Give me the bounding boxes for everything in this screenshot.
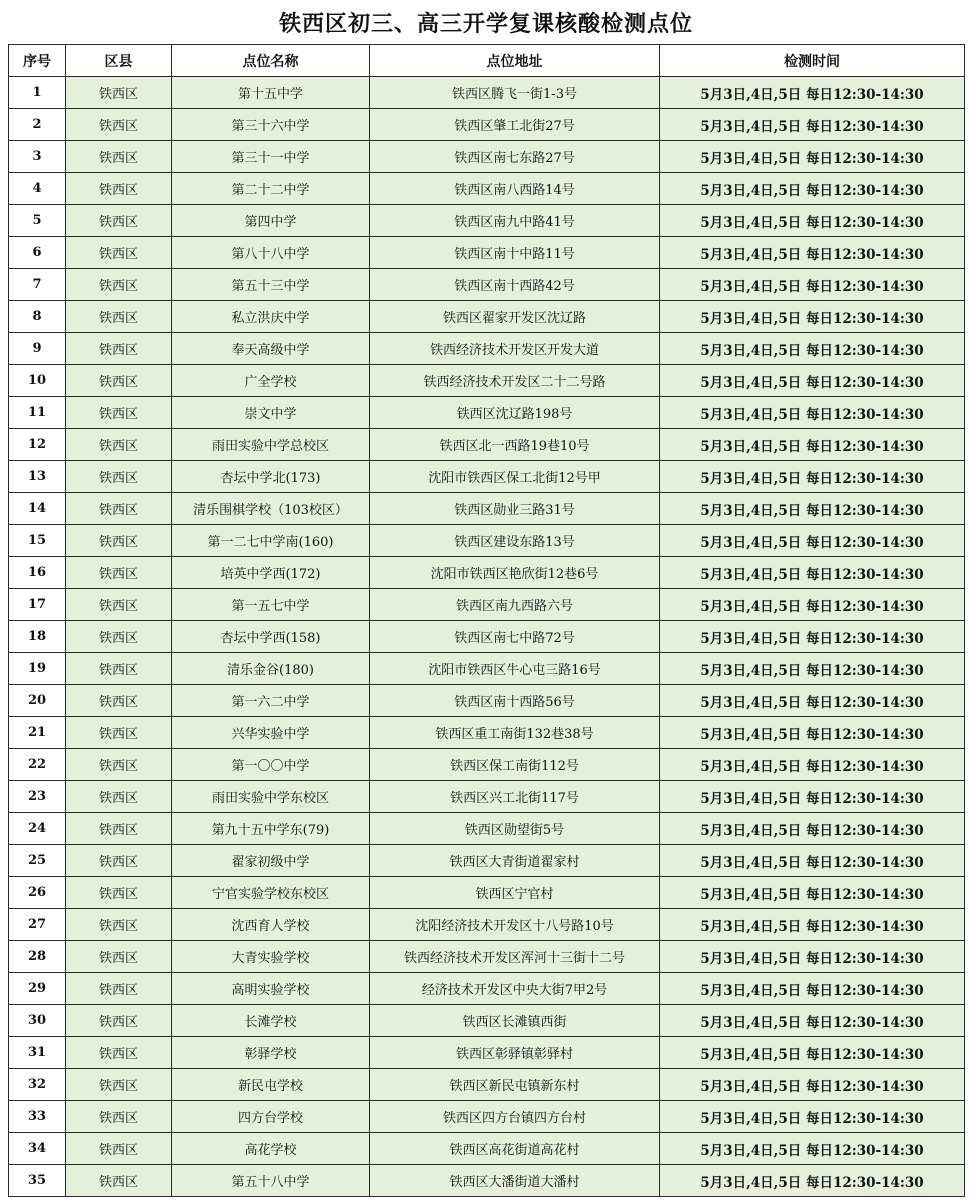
- cell-site-address: 铁西区肇工北街27号: [370, 109, 660, 141]
- cell-test-time: 5月3日,4日,5日 每日12:30-14:30: [660, 493, 965, 525]
- cell-site-name: 崇文中学: [172, 397, 370, 429]
- cell-district: 铁西区: [66, 1005, 172, 1037]
- cell-site-name: 翟家初级中学: [172, 845, 370, 877]
- cell-index: 33: [9, 1101, 66, 1133]
- cell-district: 铁西区: [66, 141, 172, 173]
- cell-site-address: 沈阳市铁西区艳欣街12巷6号: [370, 557, 660, 589]
- cell-index: 21: [9, 717, 66, 749]
- cell-site-address: 铁西区新民屯镇新东村: [370, 1069, 660, 1101]
- cell-site-address: 铁西区长滩镇西街: [370, 1005, 660, 1037]
- cell-index: 24: [9, 813, 66, 845]
- cell-site-name: 第三十六中学: [172, 109, 370, 141]
- cell-site-address: 沈阳市铁西区牛心屯三路16号: [370, 653, 660, 685]
- cell-site-address: 铁西区翟家开发区沈辽路: [370, 301, 660, 333]
- cell-test-time: 5月3日,4日,5日 每日12:30-14:30: [660, 813, 965, 845]
- cell-district: 铁西区: [66, 205, 172, 237]
- table-header-row: [9, 45, 965, 77]
- cell-district: 铁西区: [66, 813, 172, 845]
- cell-district: 铁西区: [66, 973, 172, 1005]
- cell-site-name: 雨田实验中学总校区: [172, 429, 370, 461]
- cell-site-name: 第一〇〇中学: [172, 749, 370, 781]
- cell-site-name: 奉天高级中学: [172, 333, 370, 365]
- cell-index: 9: [9, 333, 66, 365]
- cell-test-time: 5月3日,4日,5日 每日12:30-14:30: [660, 909, 965, 941]
- cell-site-address: 沈阳市铁西区保工北街12号甲: [370, 461, 660, 493]
- cell-district: 铁西区: [66, 1101, 172, 1133]
- cell-site-name: 第二十二中学: [172, 173, 370, 205]
- cell-district: 铁西区: [66, 1165, 172, 1197]
- cell-test-time: 5月3日,4日,5日 每日12:30-14:30: [660, 1133, 965, 1165]
- table-row: [9, 461, 965, 493]
- cell-site-name: 宁官实验学校东校区: [172, 877, 370, 909]
- cell-test-time: 5月3日,4日,5日 每日12:30-14:30: [660, 621, 965, 653]
- cell-site-address: 铁西区南九西路六号: [370, 589, 660, 621]
- cell-test-time: 5月3日,4日,5日 每日12:30-14:30: [660, 525, 965, 557]
- cell-district: 铁西区: [66, 557, 172, 589]
- cell-site-name: 第五十八中学: [172, 1165, 370, 1197]
- cell-test-time: 5月3日,4日,5日 每日12:30-14:30: [660, 781, 965, 813]
- cell-site-address: 铁西区南九中路41号: [370, 205, 660, 237]
- table-row: [9, 557, 965, 589]
- cell-test-time: 5月3日,4日,5日 每日12:30-14:30: [660, 429, 965, 461]
- cell-index: 8: [9, 301, 66, 333]
- table-row: [9, 365, 965, 397]
- header-test-time: 检测时间: [660, 45, 965, 77]
- cell-site-name: 私立洪庆中学: [172, 301, 370, 333]
- cell-district: 铁西区: [66, 461, 172, 493]
- table-row: [9, 301, 965, 333]
- cell-test-time: 5月3日,4日,5日 每日12:30-14:30: [660, 269, 965, 301]
- cell-site-address: 铁西区四方台镇四方台村: [370, 1101, 660, 1133]
- cell-site-address: 铁西区高花街道高花村: [370, 1133, 660, 1165]
- cell-site-address: 经济技术开发区中央大街7甲2号: [370, 973, 660, 1005]
- cell-site-name: 广全学校: [172, 365, 370, 397]
- page-title: 铁西区初三、高三开学复课核酸检测点位: [278, 11, 693, 37]
- table-row: [9, 141, 965, 173]
- cell-index: 3: [9, 141, 66, 173]
- header-index: 序号: [9, 45, 66, 77]
- cell-site-name: 第四中学: [172, 205, 370, 237]
- table-row: [9, 397, 965, 429]
- cell-district: 铁西区: [66, 269, 172, 301]
- cell-site-address: 铁西区勋业三路31号: [370, 493, 660, 525]
- cell-test-time: 5月3日,4日,5日 每日12:30-14:30: [660, 237, 965, 269]
- cell-district: 铁西区: [66, 301, 172, 333]
- table-row: [9, 909, 965, 941]
- cell-site-address: 铁西区保工南街112号: [370, 749, 660, 781]
- table-row: [9, 1101, 965, 1133]
- table-row: [9, 525, 965, 557]
- cell-index: 28: [9, 941, 66, 973]
- cell-site-address: 铁西经济技术开发区开发大道: [370, 333, 660, 365]
- table-row: [9, 685, 965, 717]
- table-row: [9, 77, 965, 109]
- cell-test-time: 5月3日,4日,5日 每日12:30-14:30: [660, 333, 965, 365]
- table-row: [9, 941, 965, 973]
- cell-index: 17: [9, 589, 66, 621]
- table-row: [9, 1133, 965, 1165]
- header-site-name: 点位名称: [172, 45, 370, 77]
- cell-test-time: 5月3日,4日,5日 每日12:30-14:30: [660, 653, 965, 685]
- header-site-address: 点位地址: [370, 45, 660, 77]
- cell-district: 铁西区: [66, 941, 172, 973]
- cell-site-address: 铁西区南十西路56号: [370, 685, 660, 717]
- cell-index: 19: [9, 653, 66, 685]
- cell-index: 31: [9, 1037, 66, 1069]
- cell-index: 15: [9, 525, 66, 557]
- cell-site-address: 铁西区宁官村: [370, 877, 660, 909]
- table-row: [9, 973, 965, 1005]
- testing-sites-table: [8, 44, 965, 1197]
- cell-site-name: 高花学校: [172, 1133, 370, 1165]
- cell-site-name: 第十五中学: [172, 77, 370, 109]
- cell-site-name: 大青实验学校: [172, 941, 370, 973]
- cell-test-time: 5月3日,4日,5日 每日12:30-14:30: [660, 1101, 965, 1133]
- cell-test-time: 5月3日,4日,5日 每日12:30-14:30: [660, 685, 965, 717]
- cell-test-time: 5月3日,4日,5日 每日12:30-14:30: [660, 845, 965, 877]
- table-row: [9, 173, 965, 205]
- cell-index: 26: [9, 877, 66, 909]
- table-row: [9, 717, 965, 749]
- cell-index: 13: [9, 461, 66, 493]
- cell-site-name: 兴华实验中学: [172, 717, 370, 749]
- cell-district: 铁西区: [66, 365, 172, 397]
- cell-site-name: 新民屯学校: [172, 1069, 370, 1101]
- cell-test-time: 5月3日,4日,5日 每日12:30-14:30: [660, 749, 965, 781]
- cell-site-name: 杏坛中学北(173): [172, 461, 370, 493]
- table-row: [9, 269, 965, 301]
- cell-test-time: 5月3日,4日,5日 每日12:30-14:30: [660, 77, 965, 109]
- cell-site-address: 铁西经济技术开发区二十二号路: [370, 365, 660, 397]
- cell-district: 铁西区: [66, 653, 172, 685]
- cell-test-time: 5月3日,4日,5日 每日12:30-14:30: [660, 1165, 965, 1197]
- cell-index: 18: [9, 621, 66, 653]
- cell-site-name: 杏坛中学西(158): [172, 621, 370, 653]
- cell-test-time: 5月3日,4日,5日 每日12:30-14:30: [660, 1037, 965, 1069]
- table-row: [9, 205, 965, 237]
- cell-index: 34: [9, 1133, 66, 1165]
- cell-site-name: 沈西育人学校: [172, 909, 370, 941]
- cell-district: 铁西区: [66, 237, 172, 269]
- cell-site-name: 第一二七中学南(160): [172, 525, 370, 557]
- cell-test-time: 5月3日,4日,5日 每日12:30-14:30: [660, 205, 965, 237]
- cell-site-name: 第一五七中学: [172, 589, 370, 621]
- cell-site-address: 铁西区南七东路27号: [370, 141, 660, 173]
- cell-site-name: 长滩学校: [172, 1005, 370, 1037]
- table-row: [9, 813, 965, 845]
- cell-index: 5: [9, 205, 66, 237]
- cell-test-time: 5月3日,4日,5日 每日12:30-14:30: [660, 109, 965, 141]
- table-body: [9, 77, 965, 1197]
- cell-index: 27: [9, 909, 66, 941]
- cell-district: 铁西区: [66, 685, 172, 717]
- table-row: [9, 749, 965, 781]
- cell-index: 20: [9, 685, 66, 717]
- cell-site-address: 铁西区勋望街5号: [370, 813, 660, 845]
- table-row: [9, 109, 965, 141]
- cell-index: 22: [9, 749, 66, 781]
- cell-test-time: 5月3日,4日,5日 每日12:30-14:30: [660, 365, 965, 397]
- cell-test-time: 5月3日,4日,5日 每日12:30-14:30: [660, 973, 965, 1005]
- cell-district: 铁西区: [66, 397, 172, 429]
- table-row: [9, 333, 965, 365]
- cell-test-time: 5月3日,4日,5日 每日12:30-14:30: [660, 141, 965, 173]
- cell-site-name: 第九十五中学东(79): [172, 813, 370, 845]
- table-row: [9, 781, 965, 813]
- cell-site-address: 铁西区彰驿镇彰驿村: [370, 1037, 660, 1069]
- cell-site-name: 第三十一中学: [172, 141, 370, 173]
- table-row: [9, 237, 965, 269]
- cell-district: 铁西区: [66, 909, 172, 941]
- cell-district: 铁西区: [66, 1133, 172, 1165]
- cell-district: 铁西区: [66, 1069, 172, 1101]
- cell-site-address: 铁西区建设东路13号: [370, 525, 660, 557]
- cell-district: 铁西区: [66, 173, 172, 205]
- cell-index: 35: [9, 1165, 66, 1197]
- cell-site-name: 雨田实验中学东校区: [172, 781, 370, 813]
- cell-index: 7: [9, 269, 66, 301]
- cell-district: 铁西区: [66, 877, 172, 909]
- cell-test-time: 5月3日,4日,5日 每日12:30-14:30: [660, 557, 965, 589]
- cell-test-time: 5月3日,4日,5日 每日12:30-14:30: [660, 1005, 965, 1037]
- cell-site-address: 铁西区南七中路72号: [370, 621, 660, 653]
- table-row: [9, 493, 965, 525]
- cell-site-address: 铁西区沈辽路198号: [370, 397, 660, 429]
- cell-district: 铁西区: [66, 493, 172, 525]
- cell-district: 铁西区: [66, 845, 172, 877]
- cell-district: 铁西区: [66, 333, 172, 365]
- table-row: [9, 1069, 965, 1101]
- cell-district: 铁西区: [66, 109, 172, 141]
- cell-district: 铁西区: [66, 77, 172, 109]
- cell-site-address: 铁西经济技术开发区浑河十三街十二号: [370, 941, 660, 973]
- cell-test-time: 5月3日,4日,5日 每日12:30-14:30: [660, 941, 965, 973]
- cell-site-name: 第一六二中学: [172, 685, 370, 717]
- cell-site-address: 铁西区南十中路11号: [370, 237, 660, 269]
- cell-test-time: 5月3日,4日,5日 每日12:30-14:30: [660, 877, 965, 909]
- cell-district: 铁西区: [66, 1037, 172, 1069]
- cell-site-address: 铁西区南八西路14号: [370, 173, 660, 205]
- cell-test-time: 5月3日,4日,5日 每日12:30-14:30: [660, 397, 965, 429]
- cell-site-name: 第五十三中学: [172, 269, 370, 301]
- cell-site-name: 彰驿学校: [172, 1037, 370, 1069]
- cell-index: 30: [9, 1005, 66, 1037]
- cell-index: 1: [9, 77, 66, 109]
- table-row: [9, 589, 965, 621]
- cell-index: 16: [9, 557, 66, 589]
- cell-test-time: 5月3日,4日,5日 每日12:30-14:30: [660, 173, 965, 205]
- header-district: 区县: [66, 45, 172, 77]
- table-row: [9, 653, 965, 685]
- cell-district: 铁西区: [66, 589, 172, 621]
- table-row: [9, 1005, 965, 1037]
- cell-site-name: 四方台学校: [172, 1101, 370, 1133]
- cell-site-address: 铁西区兴工北街117号: [370, 781, 660, 813]
- table-row: [9, 1037, 965, 1069]
- cell-index: 12: [9, 429, 66, 461]
- cell-index: 23: [9, 781, 66, 813]
- cell-site-address: 铁西区大青街道翟家村: [370, 845, 660, 877]
- cell-test-time: 5月3日,4日,5日 每日12:30-14:30: [660, 301, 965, 333]
- cell-site-address: 铁西区大潘街道大潘村: [370, 1165, 660, 1197]
- cell-site-name: 清乐金谷(180): [172, 653, 370, 685]
- cell-index: 29: [9, 973, 66, 1005]
- cell-district: 铁西区: [66, 717, 172, 749]
- cell-district: 铁西区: [66, 621, 172, 653]
- cell-site-address: 沈阳经济技术开发区十八号路10号: [370, 909, 660, 941]
- cell-test-time: 5月3日,4日,5日 每日12:30-14:30: [660, 461, 965, 493]
- cell-test-time: 5月3日,4日,5日 每日12:30-14:30: [660, 589, 965, 621]
- table-row: [9, 1165, 965, 1197]
- cell-site-address: 铁西区南十西路42号: [370, 269, 660, 301]
- cell-site-address: 铁西区腾飞一街1-3号: [370, 77, 660, 109]
- table-row: [9, 621, 965, 653]
- table-row: [9, 429, 965, 461]
- cell-index: 11: [9, 397, 66, 429]
- cell-site-name: 培英中学西(172): [172, 557, 370, 589]
- cell-site-name: 清乐围棋学校（103校区）: [172, 493, 370, 525]
- cell-index: 6: [9, 237, 66, 269]
- cell-district: 铁西区: [66, 749, 172, 781]
- table-row: [9, 845, 965, 877]
- cell-index: 14: [9, 493, 66, 525]
- cell-site-name: 高明实验学校: [172, 973, 370, 1005]
- cell-index: 2: [9, 109, 66, 141]
- cell-site-name: 第八十八中学: [172, 237, 370, 269]
- cell-site-address: 铁西区北一西路19巷10号: [370, 429, 660, 461]
- cell-index: 32: [9, 1069, 66, 1101]
- cell-site-address: 铁西区重工南街132巷38号: [370, 717, 660, 749]
- cell-index: 4: [9, 173, 66, 205]
- table-row: [9, 877, 965, 909]
- cell-test-time: 5月3日,4日,5日 每日12:30-14:30: [660, 717, 965, 749]
- cell-index: 10: [9, 365, 66, 397]
- cell-district: 铁西区: [66, 429, 172, 461]
- cell-district: 铁西区: [66, 525, 172, 557]
- cell-index: 25: [9, 845, 66, 877]
- cell-district: 铁西区: [66, 781, 172, 813]
- cell-test-time: 5月3日,4日,5日 每日12:30-14:30: [660, 1069, 965, 1101]
